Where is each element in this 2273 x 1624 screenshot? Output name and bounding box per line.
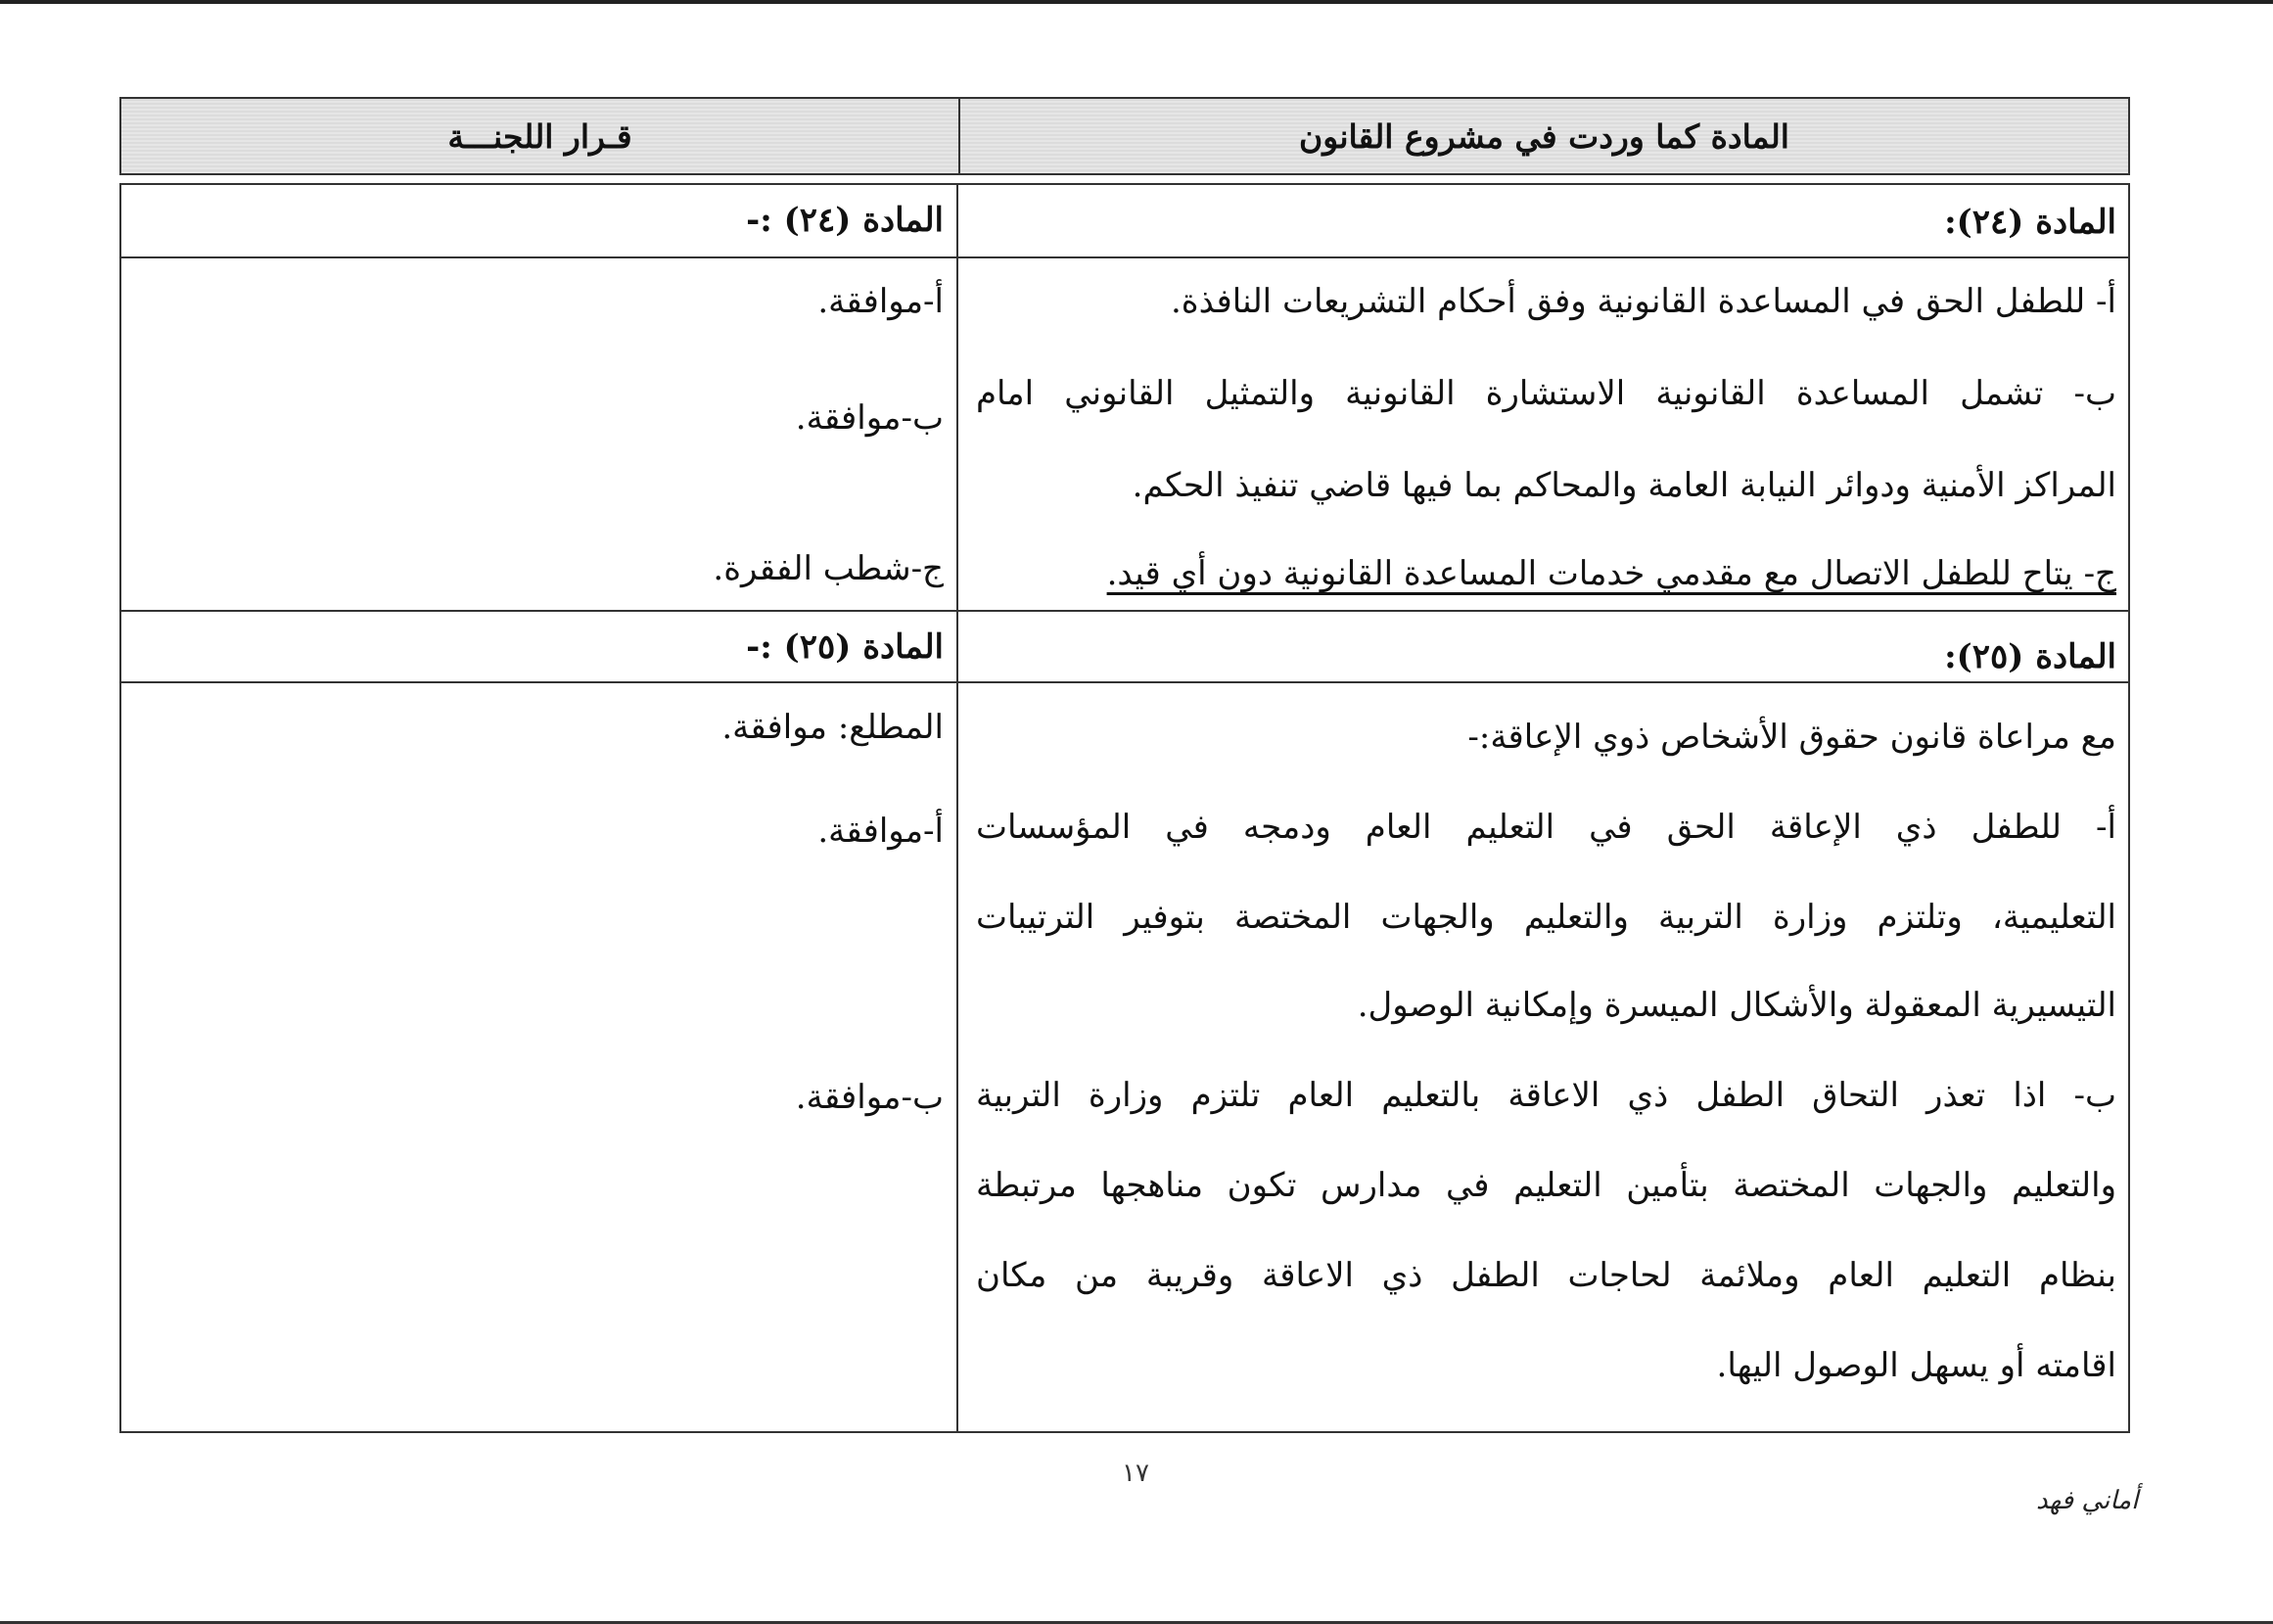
articles-table: [119, 183, 2130, 1433]
row-divider: [121, 256, 2128, 258]
article-25-line: التيسيرية المعقولة والأشكال الميسرة وإمكانية الوصول.: [1357, 986, 2116, 1025]
row-divider: [121, 610, 2128, 612]
article-column-title: المادة كما وردت في مشروع القانون: [1299, 116, 1789, 156]
decision-24-item: أ-موافقة.: [817, 282, 944, 321]
article-25-line: مع مراعاة قانون حقوق الأشخاص ذوي الإعاقة:-: [1467, 718, 2116, 757]
page-number: ١٧: [1122, 1459, 1149, 1488]
decision-25-item: ب-موافقة.: [795, 1078, 944, 1117]
article-25-line: بنظام التعليم العام وملائمة لحاجات الطفل ذي الاعاقة وقريبة من مكان: [976, 1256, 2116, 1295]
article-24-heading: المادة (٢٤):: [1944, 203, 2116, 242]
column-divider: [956, 185, 958, 1431]
scan-top-edge: [0, 0, 2273, 4]
article-25-line: ب- اذا تعذر التحاق الطفل ذي الاعاقة بالتعليم العام تلتزم وزارة التربية: [976, 1076, 2116, 1115]
decision-column-header: [121, 99, 958, 173]
article-24-line-underlined: ج- يتاح للطفل الاتصال مع مقدمي خدمات المساعدة القانونية دون أي قيد.: [1106, 554, 2116, 593]
decision-25-item: المطلع: موافقة.: [721, 708, 944, 747]
article-25-line: والتعليم والجهات المختصة بتأمين التعليم في مدارس تكون مناهجها مرتبطة: [976, 1166, 2116, 1205]
decision-24-item: ب-موافقة.: [795, 398, 944, 438]
row-divider: [121, 681, 2128, 683]
column-header-row: [119, 97, 2130, 175]
article-24-line: المراكز الأمنية ودوائر النيابة العامة والمحاكم بما فيها قاضي تنفيذ الحكم.: [1132, 466, 2116, 505]
decision-24-heading: المادة (٢٤) :-: [746, 201, 944, 240]
decision-column-title: قـرار اللجنـــة: [447, 116, 632, 156]
decision-25-item: أ-موافقة.: [817, 812, 944, 851]
article-25-line: اقامته أو يسهل الوصول اليها.: [1716, 1346, 2116, 1385]
decision-24-item: ج-شطب الفقرة.: [713, 549, 944, 588]
decision-25-heading: المادة (٢٥) :-: [746, 627, 944, 667]
article-25-heading: المادة (٢٥):: [1944, 637, 2116, 676]
article-24-line: ب- تشمل المساعدة القانونية الاستشارة القانونية والتمثيل القانوني امام: [976, 374, 2116, 413]
signature: أماني فهد: [2036, 1486, 2139, 1515]
article-column-header: [958, 99, 2128, 173]
article-25-line: أ- للطفل ذي الإعاقة الحق في التعليم العام ودمجه في المؤسسات: [976, 808, 2116, 847]
article-24-line: أ- للطفل الحق في المساعدة القانونية وفق أحكام التشريعات النافذة.: [1170, 282, 2116, 321]
article-25-line: التعليمية، وتلتزم وزارة التربية والتعليم والجهات المختصة بتوفير الترتيبات: [976, 898, 2116, 937]
